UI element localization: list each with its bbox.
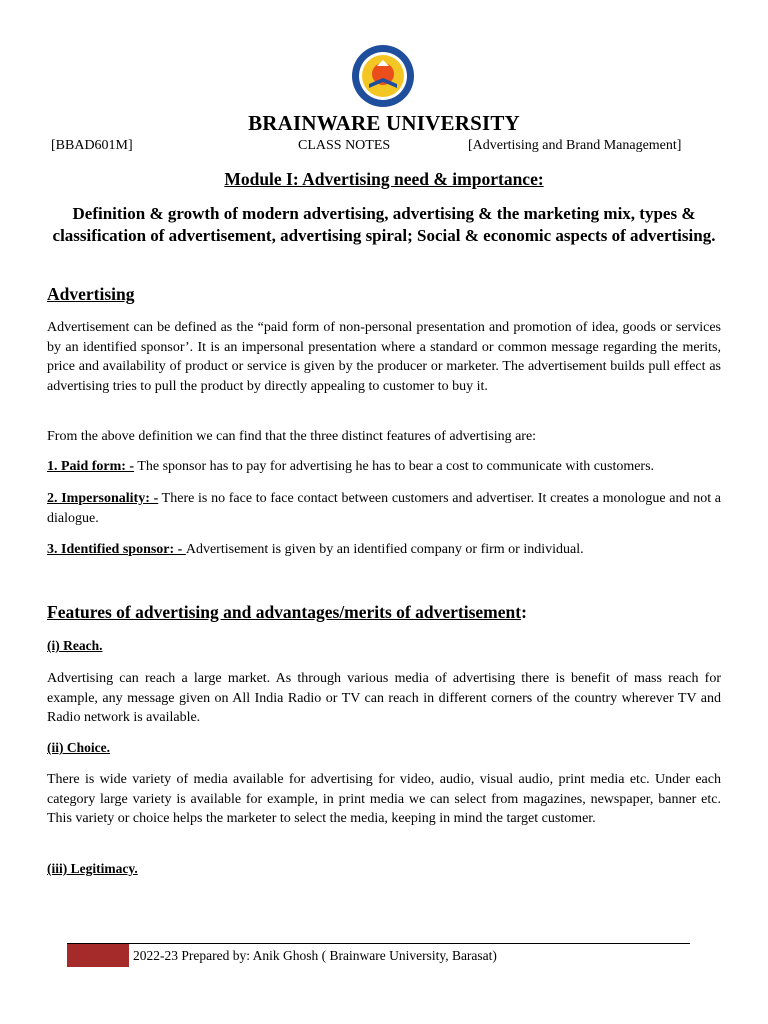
feature-text: There is no face to face contact between customers and advertiser. It creates a monologue and not a dialogue. [47,491,721,526]
feature-label: 2. Impersonality: - [47,491,159,506]
merits-heading-text: Features of advertising and advantages/merits of advertisement [47,602,522,622]
footer-credit: 2022-23 Prepared by: Anik Ghosh ( Brainware University, Barasat) [133,948,497,963]
module-topics: Definition & growth of modern advertising, advertising & the marketing mix, types & classification of advertisement, advertising spiral; Social & economic aspects of advertising. [52,204,716,245]
merit-choice-title: (ii) Choice. [47,740,110,755]
feature-text: Advertisement is given by an identified company or firm or individual. [185,542,584,557]
subject-name: [Advertising and Brand Management] [468,138,682,153]
advertising-definition: Advertisement can be defined as the “paid form of non-personal presentation and promotion of idea, goods or services by an identified sponsor’. It is an impersonal presentation where a standard or common message regarding the merits, price and availability of product or service is given by the producer or marketer. The advertisement builds pull effect as advertising tries to pull the product by directly appealing to customer to buy it. [47,320,721,394]
course-code: [BBAD601M] [51,138,133,153]
feature-paid-form [47,457,721,477]
merit-reach-text: Advertising can reach a large market. As through various media of advertising there is benefit of mass reach for example, any message given on All India Radio or TV can reach in different corners of the country wherever TV and Radio network is available. [47,671,721,725]
feature-label: 3. Identified sponsor: - [47,542,186,557]
feature-text: The sponsor has to pay for advertising he has to bear a cost to communicate with customers. [134,459,655,474]
merits-heading [47,602,527,623]
module-title [0,169,768,190]
module-title-text: Module I: Advertising need & importance: [224,169,544,189]
university-title: BRAINWARE UNIVERSITY [248,111,520,135]
merit-reach-title: (i) Reach. [47,638,103,653]
feature-identified-sponsor [47,540,721,560]
university-logo [351,44,415,108]
document-type: CLASS NOTES [298,138,391,153]
merits-heading-colon: : [521,602,527,622]
advertising-heading: Advertising [47,284,135,304]
footer-accent-block [67,944,129,967]
footer-divider [67,943,690,944]
features-intro: From the above definition we can find that the three distinct features of advertising are: [47,429,537,444]
merit-choice-text: There is wide variety of media available for advertising for video, audio, visual audio, print media etc. Under each category large variety is available for example, in print media we can select from magazines, newspaper, banner etc. This variety or choice helps the marketer to select the media, keeping in mind the target customer. [47,772,721,826]
feature-label: 1. Paid form: - [47,459,135,474]
merit-legitimacy-title: (iii) Legitimacy. [47,861,138,876]
feature-impersonality [47,489,721,528]
